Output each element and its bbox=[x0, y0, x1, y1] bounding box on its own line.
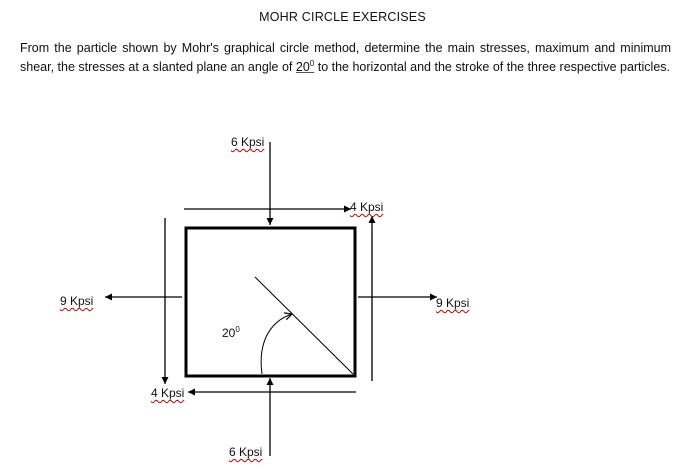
angle-label: $20^0$ bbox=[222, 325, 240, 340]
statement-text-after: to the horizontal and the stroke of the three respective particles. bbox=[314, 60, 671, 74]
statement-angle-degree: 0 bbox=[309, 58, 315, 68]
angle-arc bbox=[261, 314, 292, 374]
bottom-load-label: 6 Kpsi bbox=[229, 445, 263, 459]
shear-top-right-label: 4 Kpsi bbox=[350, 200, 384, 214]
top-load-label: 6 Kpsi bbox=[231, 135, 265, 149]
stress-element-square bbox=[186, 228, 355, 376]
left-load-label: 9 Kpsi bbox=[60, 294, 94, 308]
document-title: MOHR CIRCLE EXERCISES bbox=[259, 10, 426, 24]
slanted-plane-line bbox=[255, 277, 353, 374]
statement-text-before: From the particle shown by Mohr's graphical circle method, determine the main stresses, maximum and minimum shear, the stresses at a slanted plane an angle of bbox=[20, 41, 671, 74]
shear-bottom-left-label: 4 Kpsi bbox=[151, 386, 185, 400]
statement-angle-value: 20 bbox=[295, 60, 310, 74]
right-load-label: 9 Kpsi bbox=[436, 296, 470, 310]
